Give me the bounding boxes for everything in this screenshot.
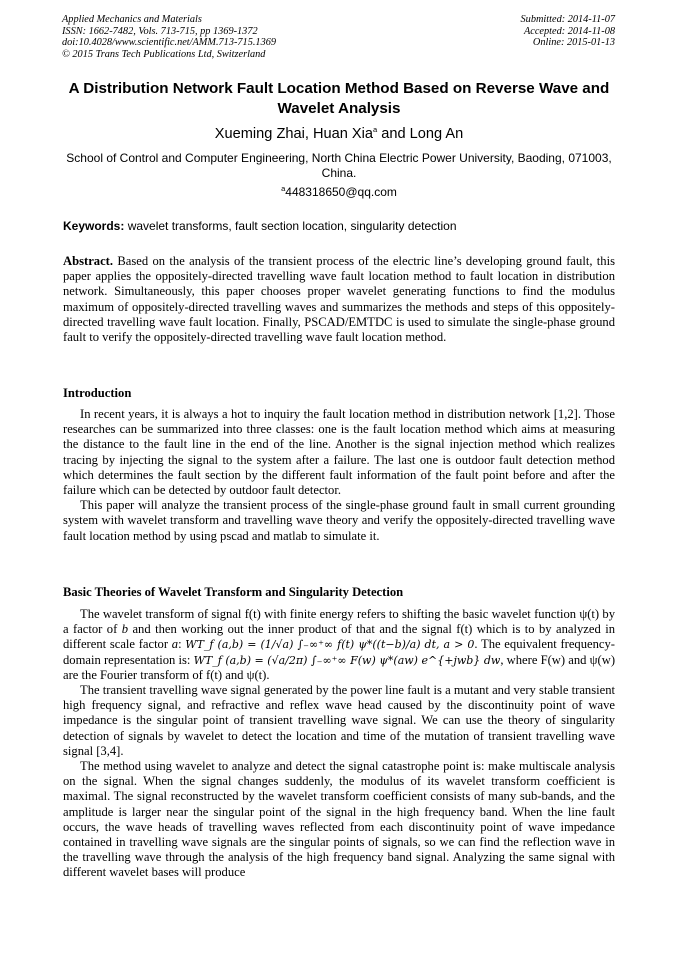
email-superscript: a	[281, 184, 286, 193]
abstract-label: Abstract.	[63, 254, 114, 268]
paper-title: A Distribution Network Fault Location Method Based on Reverse Wave and Wavelet Analysis	[68, 80, 610, 117]
journal-info	[62, 14, 276, 60]
symbol-b: b	[121, 622, 129, 637]
author-list	[40, 125, 638, 143]
equation-frequency-domain: WT_f (a,b) = (√a/2π) ∫₋∞⁺∞ F(w) ψ*(aw) e^{+jwb} dw	[193, 653, 501, 667]
basic-paragraph-2: The transient travelling wave signal generated by the power line fault is a mutant and very stable transient high frequency signal, and refractive and reflex wave head caused by the discontinuity point of wave impedance is the singular point of transient travelling wave signal. We can use the theory of singularity detection of signals by wavelet to detect the location and time of the mutation of transient travelling wave signal [3,4].	[63, 683, 615, 758]
submitted-date: Submitted: 2014-11-07	[520, 14, 615, 25]
authors-part-2: and Long An	[377, 126, 464, 142]
basic-theories-section	[63, 607, 615, 881]
abstract-text: Based on the analysis of the transient process of the electric line’s developing ground fault, this paper applies the oppositely-directed travelling wave fault location method to fault location in distribution network. Simultaneously, this paper chooses proper wavelet generating functions to find the modulus maximum of oppositely-directed travelling waves and summarizes the methods and steps of this oppositely-directed travelling wave fault location. Finally, PSCAD/EMTDC is used to simulate the single-phase ground fault to verify the oppositely-directed travelling wave fault location method.	[63, 254, 615, 345]
online-date: Online: 2015-01-13	[532, 37, 615, 49]
authors-part-1: Xueming Zhai, Huan Xia	[214, 126, 373, 142]
basic-paragraph-3: The method using wavelet to analyze and detect the signal catastrophe point is: make multiscale analysis on the signal. When the signal changes suddenly, the modulus of its wavelet transform coefficient is maximal. The signal reconstructed by the wavelet transform coefficient consists of many sub-bands, and the amplitude is larger near the singular point of the signal in the high frequency band. When the line fault occurs, the wave heads of travelling waves reflected from each discontinuity point of wave impedance contained in travelling wave signals are the singular points of signals, so we can find the reflection wave in the travelling wave through the analysis of the high frequency band signal. Analyzing the same signal with different wavelet bases will produce	[63, 759, 615, 880]
keywords-text: wavelet transforms, fault section location, singularity detection	[124, 219, 457, 233]
journal-copyright: © 2015 Trans Tech Publications Ltd, Switzerland	[62, 48, 266, 60]
author-email	[40, 185, 638, 200]
keywords	[63, 219, 615, 234]
symbol-a: a	[171, 637, 179, 652]
introduction-section	[63, 407, 615, 544]
author-superscript: a	[372, 125, 378, 135]
submission-dates	[521, 14, 615, 49]
affiliation: School of Control and Computer Engineering, North China Electric Power University, Baoding, 071003, China.	[66, 151, 612, 180]
keywords-label: Keywords:	[63, 219, 125, 233]
basic-p1-text-f: . The equivalent frequency-domain representation is:	[63, 637, 615, 667]
accepted-date: Accepted: 2014-11-08	[523, 25, 615, 37]
basic-p1-text-c: and then working out the inner product of that and the signal f(t) which is to by analyzed in different scale factor	[63, 622, 615, 652]
basic-theories-heading: Basic Theories of Wavelet Transform and Singularity Detection	[63, 585, 404, 599]
basic-paragraph-1	[63, 607, 615, 683]
introduction-paragraph-2: This paper will analyze the transient process of the single-phase ground fault in small current grounding system with wavelet transform and travelling wave theory and verify the oppositely-directed travelling wave fault location method by using pscad and matlab to simulate it.	[63, 498, 615, 543]
introduction-paragraph-1: In recent years, it is always a hot to inquiry the fault location method in distribution network [1,2]. Those researches can be summarized into three classes: one is the fault location method which aims at measuring the distance to the fault line in the end of the line. Another is the signal injection method which realizes tracing by injecting the signal to the system after a failure. The last one is outdoor fault detection method which determines the fault section by the different fault information of the fault point before and after the failure which can be detected by outdoor fault detector.	[63, 407, 615, 498]
introduction-heading: Introduction	[63, 386, 132, 400]
equation-wavelet-transform: WT_f (a,b) = (1/√a) ∫₋∞⁺∞ f(t) ψ*((t−b)/a) dt, a > 0	[185, 638, 475, 652]
journal-doi: doi:10.4028/www.scientific.net/AMM.713-715.1369	[62, 37, 277, 49]
email-address: 448318650@qq.com	[285, 185, 397, 199]
journal-name: Applied Mechanics and Materials	[62, 14, 202, 25]
basic-p1-text-a: The wavelet transform of signal f(t) with finite energy refers to shifting the basic wavelet function ψ(t) by a factor of	[63, 607, 615, 637]
basic-p1-text-e: :	[178, 637, 186, 652]
basic-p1-text-g: , where F(w) and ψ(w) are the Fourier transform of f(t) and ψ(t).	[63, 652, 616, 682]
abstract	[63, 254, 615, 345]
journal-issn: ISSN: 1662-7482, Vols. 713-715, pp 1369-1372	[62, 25, 258, 37]
